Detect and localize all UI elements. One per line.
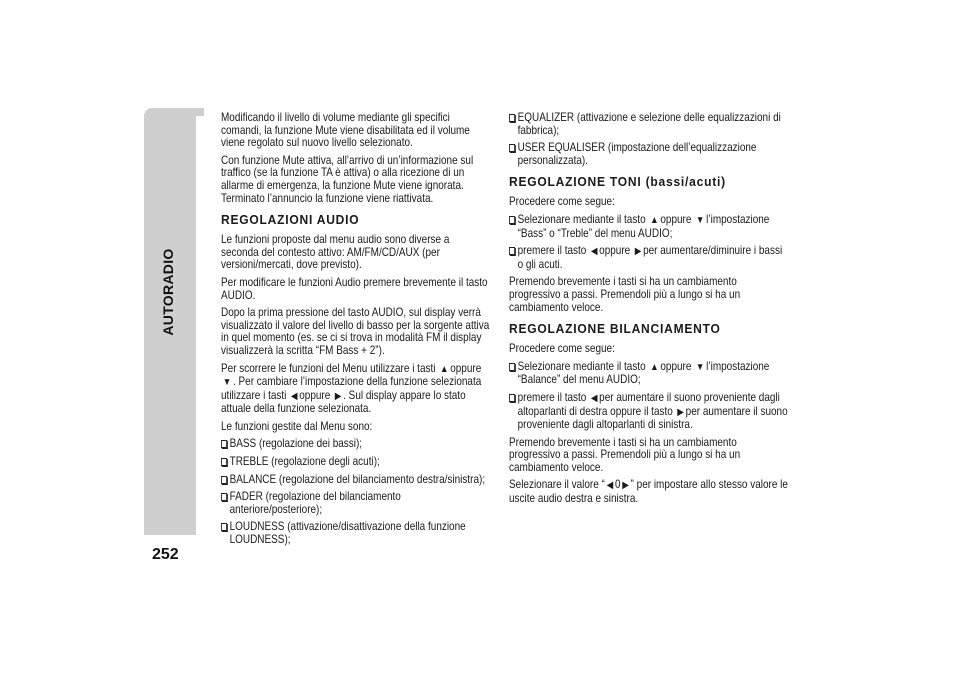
arrow-left-icon: ◀ [590, 246, 598, 258]
list-item-text: BASS (regolazione dei bassi); [229, 437, 363, 451]
text: . [232, 375, 236, 389]
text: ” per impostare allo stesso valore le uscite audio destra e sinistra. [509, 478, 788, 506]
arrow-up-icon: ▲ [650, 214, 659, 226]
arrow-left-icon: ◀ [606, 480, 614, 492]
text: oppure [660, 212, 692, 226]
checkbox-bullet-icon [509, 114, 515, 122]
text: premere il tasto [517, 244, 587, 258]
text: per aumentare il suono proveniente dagli altoparlanti di destra oppure il tasto [517, 390, 780, 418]
text: oppure [660, 359, 692, 373]
text: 0 [614, 478, 621, 492]
paragraph: Dopo la prima pressione del tasto AUDIO, sul display verrà visualizzato il valore del livello di basso per la sorgente attiva in quel momento (es. se ci si trova in modalità FM il display visualizzerà la scritta “FM Bass + 2”). [221, 306, 490, 357]
text: Selezionare mediante il tasto [517, 212, 646, 226]
list-item [221, 521, 489, 546]
list-item [509, 245, 789, 271]
section-heading: REGOLAZIONI AUDIO [221, 213, 360, 228]
text: premere il tasto [517, 390, 587, 404]
checkbox-bullet-icon [221, 523, 227, 531]
section-heading: REGOLAZIONE TONI (bassi/acuti) [509, 175, 726, 190]
arrow-down-icon: ▼ [695, 361, 705, 373]
checkbox-bullet-icon [509, 144, 515, 152]
text: per aumentare il suono proveniente dagli altoparlanti di sinistra. [517, 404, 788, 432]
paragraph: Per modificare le funzioni Audio premere brevemente il tasto AUDIO. [221, 275, 488, 302]
list-item [509, 361, 789, 387]
page-number: 252 [152, 546, 179, 563]
list-item-text: TREBLE (regolazione degli acuti); [229, 455, 380, 469]
text: . Sul display appare lo stato attuale della funzione selezionata. [221, 388, 466, 416]
checkbox-bullet-icon [221, 493, 227, 501]
checkbox-bullet-icon [221, 476, 227, 484]
list-item [509, 392, 789, 432]
paragraph: Modificando il livello di volume mediante gli specifici comandi, la funzione Mute viene disabilitata ed il volume viene regolato sul nuovo livello selezionato. [221, 111, 470, 150]
paragraph: Le funzioni proposte dal menu audio sono diverse a seconda del contesto attivo: AM/FM/CD/AUX (per versioni/mercati, dove previsto). [221, 233, 450, 272]
list-item [509, 112, 789, 137]
list-item-text: USER EQUALISER (impostazione dell’equalizzazione personalizzata). [517, 141, 757, 167]
paragraph-balance-zero [509, 479, 789, 505]
arrow-right-icon: ▶ [677, 406, 684, 418]
paragraph-menu-keys [221, 363, 489, 416]
arrow-right-icon: ▶ [634, 246, 642, 258]
arrow-right-icon: ▶ [622, 480, 629, 492]
text: Selezionare mediante il tasto [517, 359, 646, 373]
text: Per scorrere le funzioni del Menu utilizzare i tasti [221, 361, 436, 375]
paragraph: Premendo brevemente i tasti si ha un cambiamento progressivo a passi. Premendoli più a lungo si ha un cambiamento veloce. [509, 435, 741, 474]
arrow-up-icon: ▲ [439, 363, 449, 375]
text: oppure [299, 388, 331, 402]
list-item-text: EQUALIZER (attivazione e selezione delle equalizzazioni di fabbrica); [517, 111, 781, 137]
section-label: AUTORADIO [160, 248, 176, 336]
list-item [509, 214, 789, 240]
arrow-down-icon: ▼ [695, 214, 705, 226]
arrow-right-icon: ▶ [334, 390, 342, 402]
checkbox-bullet-icon [509, 363, 515, 371]
list-item [221, 456, 489, 469]
text: oppure [450, 361, 482, 375]
arrow-down-icon: ▼ [222, 377, 232, 389]
paragraph: Premendo brevemente i tasti si ha un cambiamento progressivo a passi. Premendoli più a lungo si ha un cambiamento veloce. [509, 275, 741, 314]
list-item [221, 438, 489, 451]
paragraph: Procedere come segue: [509, 195, 615, 209]
text: Per cambiare l’impostazione della funzione selezionata utilizzare i tasti [221, 375, 482, 402]
left-column [221, 112, 489, 552]
checkbox-bullet-icon [509, 247, 515, 255]
list-item-text: FADER (regolazione del bilanciamento anteriore/posteriore); [229, 490, 401, 516]
list-item-text: BALANCE (regolazione del bilanciamento destra/sinistra); [229, 472, 486, 486]
arrow-up-icon: ▲ [650, 361, 659, 373]
right-column [509, 112, 789, 511]
text: oppure [599, 244, 631, 258]
paragraph: Procedere come segue: [509, 342, 615, 356]
checkbox-bullet-icon [221, 440, 227, 448]
paragraph: Con funzione Mute attiva, all’arrivo di un’informazione sul traffico (se la funzione TA è attiva) o alla ricezione di un allarme di emergenza, la funzione Mute viene ignorata. Terminato l’annuncio la funzione viene riattivata. [221, 153, 474, 205]
arrow-left-icon: ◀ [590, 392, 598, 404]
list-item [221, 474, 489, 487]
checkbox-bullet-icon [509, 216, 515, 224]
checkbox-bullet-icon [509, 394, 515, 402]
text: Selezionare il valore “ [509, 478, 605, 492]
sidebar-corner [144, 108, 204, 116]
list-item [509, 142, 789, 167]
arrow-left-icon: ◀ [290, 390, 298, 402]
text: per aumentare/diminuire i bassi o gli acuti. [517, 244, 783, 271]
text: l’impostazione “Balance” del menu AUDIO; [517, 359, 770, 387]
list-item [221, 491, 489, 516]
text: l’impostazione “Bass” o “Treble” del menu AUDIO; [517, 212, 770, 240]
list-item-text: LOUDNESS (attivazione/disattivazione della funzione LOUDNESS); [229, 520, 466, 547]
checkbox-bullet-icon [221, 458, 227, 466]
section-heading: REGOLAZIONE BILANCIAMENTO [509, 322, 721, 337]
paragraph: Le funzioni gestite dal Menu sono: [221, 419, 373, 433]
